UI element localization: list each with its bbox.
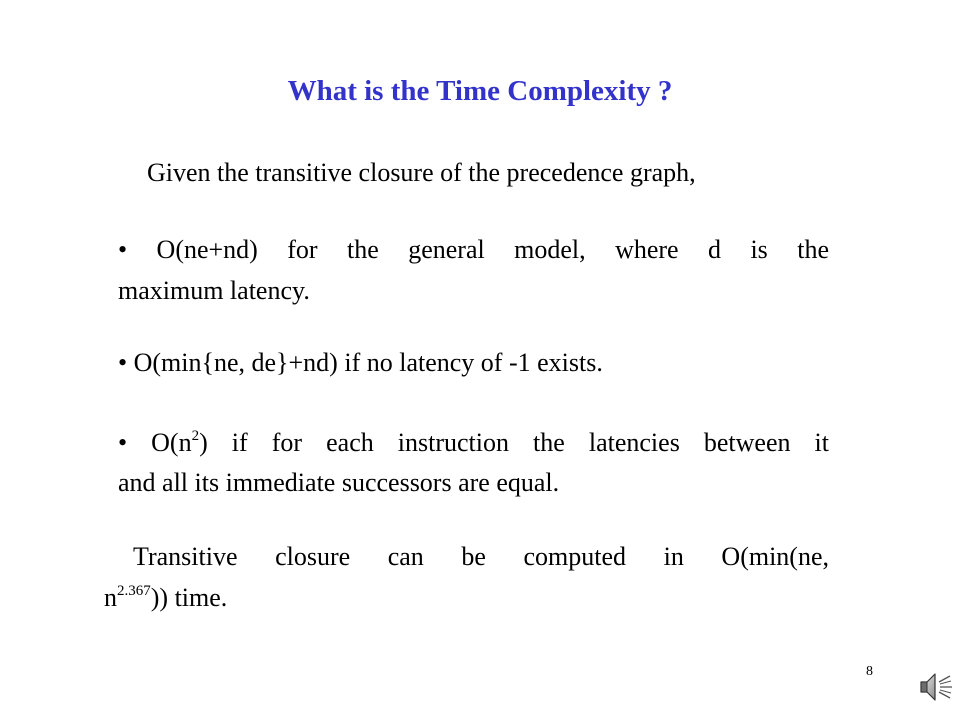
closing-prefix: n: [104, 583, 117, 612]
bullet-1-line-2: maximum latency.: [118, 276, 310, 305]
bullet-3-superscript: 2: [191, 428, 200, 444]
speaker-icon-graphic: [918, 668, 954, 706]
bullet-3-line-2: and all its immediate successors are equal.: [118, 468, 560, 497]
slide-title: What is the Time Complexity ?: [287, 75, 673, 107]
bullet-3-prefix: • O(n: [118, 428, 192, 457]
bullet-1-line-1: • O(ne+nd) for the general model, where d is the: [118, 235, 829, 264]
closing-suffix: )) time.: [150, 583, 228, 612]
closing-superscript: 2.367: [117, 583, 151, 599]
intro-text: Given the transitive closure of the precedence graph,: [147, 158, 696, 187]
closing-line-1: Transitive closure can be computed in O(min(ne,: [133, 542, 829, 571]
speaker-icon[interactable]: [918, 668, 954, 706]
closing-line-2: [104, 582, 227, 614]
bullet-3-suffix: ) if for each instruction the latencies between it: [199, 428, 829, 457]
bullet-2-line-1: • O(min{ne, de}+nd) if no latency of -1 exists.: [118, 348, 603, 377]
bullet-3-line-1: [118, 427, 829, 459]
page-number: 8: [866, 664, 873, 679]
